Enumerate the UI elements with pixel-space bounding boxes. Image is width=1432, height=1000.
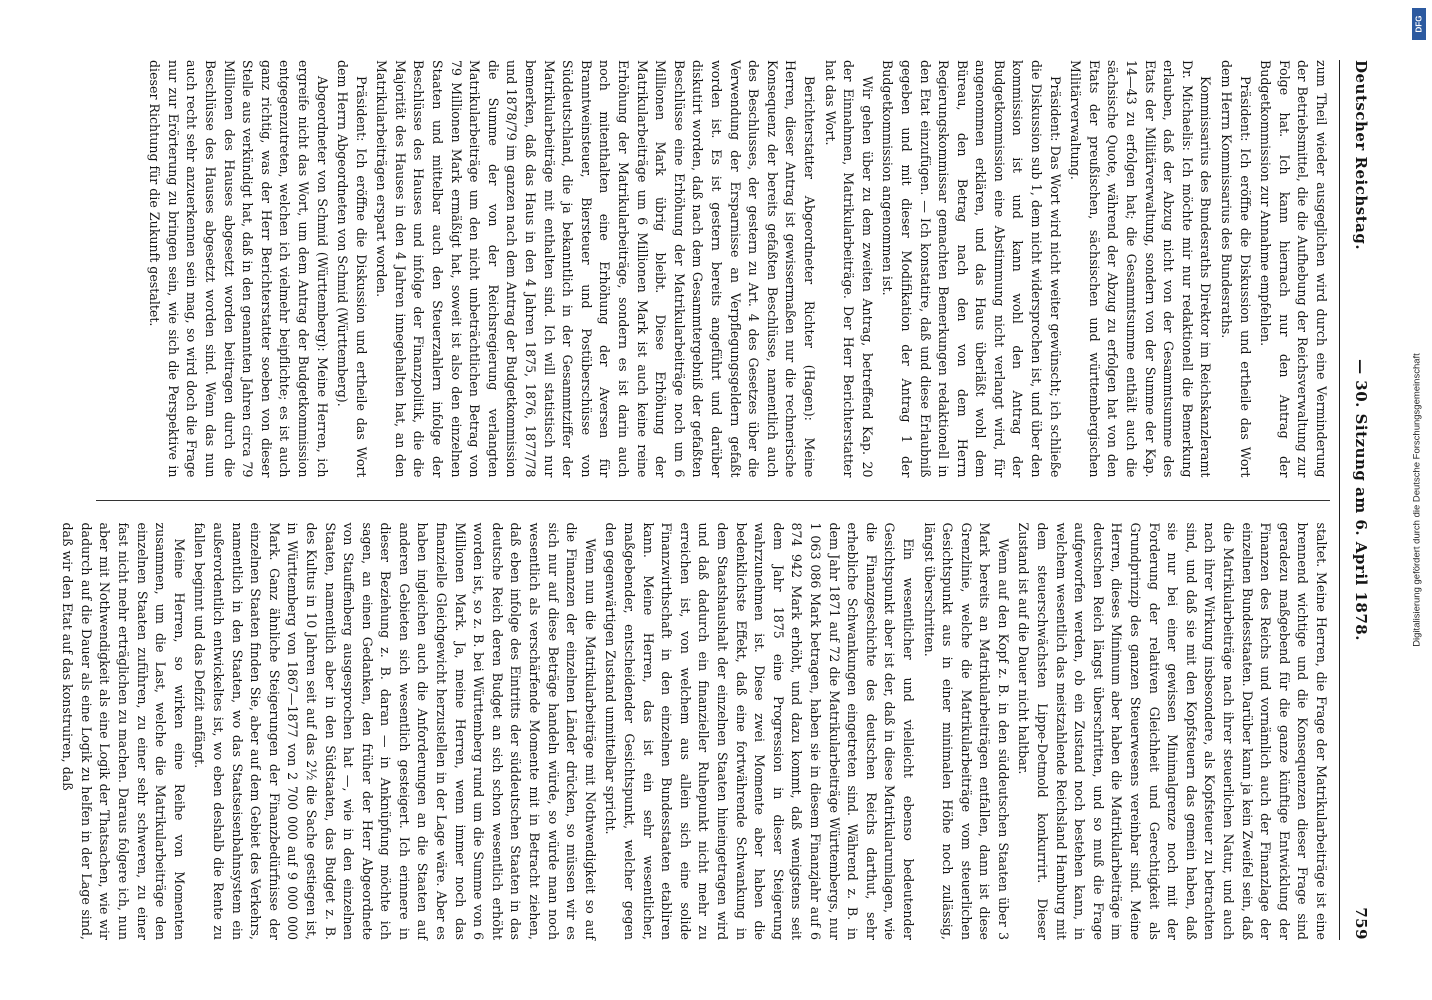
- dfg-logo-text: DFG: [1414, 15, 1424, 33]
- digitization-note: Digitalisierung gefördert durch die Deutsche Forschungsgemeinschaft: [1411, 353, 1423, 647]
- dfg-logo: [1412, 8, 1426, 40]
- paragraph: Wir gehen über zu dem zweiten Antrag, betreffend Kap. 20 der Einnahmen, Matrikularbeiträge. Der Herr Berichterstatter hat das Wort.: [822, 60, 875, 478]
- paragraph: Präsident: Ich eröffne die Diskussion und ertheile das Wort dem Herrn Kommissarius des Bundesraths.: [1219, 60, 1253, 478]
- text-columns: [60, 60, 1330, 940]
- running-head: [1346, 60, 1370, 940]
- paragraph: Berichterstatter Abgeordneter Richter (Hagen): Meine Herren, dieser Antrag ist gewissermaßen nur die rechnerische Konsequenz der bereits gefaßten Beschlüsse, namentlich auch des Beschlusses, der gestern zu Art. 4 des Gesetzes über die Verwendung der Ersparnisse an Verpflegungsgeldern gefaßt worden ist. Es ist gestern bereits angeführt und darüber diskutirt worden, daß nach dem Gesammtergebniß der gefaßten Beschlüsse eine Erhöhung der Matrikularbeiträge noch um 6 Millionen Mark übrig bleibt. Diese Erhöhung der Matrikularbeiträge um 6 Millionen Mark ist auch keine reine Erhöhung der Matrikularbeiträge, sondern es ist darin auch noch mitenthalten eine Erhöhung der Aversen für Branntweinsteuer, Biersteuer und Postüberschüsse von Süddeutschland, die ja bekanntlich in der Gesammtziffer der Matrikularbeiträge mit enthalten sind. Ich will statistisch nur bemerken, daß das Haus in den 4 Jahren 1875, 1876, 1877/78 und 1878/79 im ganzen nach dem Antrag der Budgetkommission die Summe der von der Reichsregierung verlangten Matrikularbeiträge um den nicht unbeträchtlichen Betrag von 79 Millionen Mark ermäßigt hat, soweit ist also den einzelnen Staaten und mittelbar auch den Steuerzahlern infolge der Beschlüsse des Hauses und infolge der Finanzpolitik, die die Majorität des Hauses in den 4 Jahren innegehalten hat, an den Matrikularbeiträgen erspart worden.: [374, 60, 817, 478]
- paragraph: staltet. Meine Herren, die Frage der Matrikularbeiträge ist eine brennend wichtige und die Konsequenzen dieser Frage sind geradezu maßgebend für die ganze künftige Entwicklung der Finanzen des Reichs und vornämlich auch der Finanzlage der einzelnen Bundesstaaten. Darüber kann ja kein Zweifel sein, daß die Matrikularbeiträge nach ihrer steuerlichen Natur, und auch nach ihrer Wirkung insbesondere, als Kopfsteuer zu betrachten sind, und daß sie mit den Kopfsteuern das gemein haben, daß sie nur bei einer gewissen Minimalgrenze noch mit der Forderung der relativen Gleichheit und Gerechtigkeit als Grundprinzip des ganzen Steuerwesens vereinbar sind. Meine Herren, dieses Minimum aber haben die Matrikularbeiträge im deutschen Reich längst überschritten, und so muß die Frage aufgeworfen werden, ob ein Zustand noch bestehen kann, in welchem wesentlich das meistzahlende Reichsland Hamburg mit dem steuerschwächsten Lippe-Detmold konkurrirt. Dieser Zustand ist auf die Dauer nicht haltbar.: [1016, 522, 1329, 940]
- header-rule: [1339, 60, 1340, 940]
- paragraph: Kommissarius des Bundesraths Direktor im Reichskanzleramt Dr. Michaelis: Ich möchte mir nur redaktionell die Bemerkung erlauben, daß der Abzug nicht von der Gesammtsumme des Etats der Militärverwaltung, sondern von der Summe der Kap. 14—43 zu erfolgen hat; die Gesammtsumme enthält auch die sächsische Quote, während der Abzug zu erfolgen hat von den Etats der preußischen, sächsischen und württembergischen Militärverwaltung.: [1068, 60, 1214, 478]
- column-divider: [96, 500, 1330, 501]
- session-title: — 30. Sitzung am 6. April 1878.: [1352, 359, 1370, 641]
- paragraph: Präsident: Ich eröffne die Diskussion und ertheile das Wort dem Herrn Abgeordneten von Schmid (Württemberg).: [335, 60, 369, 478]
- paragraph: Wenn auf den Kopf z. B. in den süddeutschen Staaten über 3 Mark bereits an Matrikularbeiträgen entfallen, dann ist diese Grenzlinie, welche die Matrikularbeiträge vom steuerlichen Gesichtspunkt aus in einer minimalen Höhe noch zulässig, längst überschritten.: [921, 522, 1011, 940]
- document-page: [36, 20, 1396, 980]
- digitization-credit: [1406, 14, 1428, 986]
- right-column: [60, 522, 1330, 941]
- paragraph: Wenn nun die Matrikularbeiträge mit Nothwendigkeit so auf die Finanzen der einzelnen Länder drücken, so müssen wir es sich nur auf diese Beträge handeln würde, so würde man noch wesentlich als verschärfende Momente mit in Betracht ziehen, daß eben infolge des Eintritts der süddeutschen Staaten in das deutsche Reich deren Budget an sich schon wesentlich erhöht worden ist, so z. B. bei Württemberg rund um die Summe von 6 Millionen Mark. Ja, meine Herren, wenn immer noch das finanzielle Gleichgewicht herzustellen in der Lage wäre. Aber es haben ingleichen auch die Anforderungen an die Staaten auf anderen Gebieten sich wesentlich gesteigert. Ich erinnere in dieser Beziehung z. B. daran — in Anknüpfung möchte ich sagen, an einen Gedanken, den früher der Herr Abgeordnete von Stauffenberg ausgesprochen hat —, wie in den einzelnen Staaten, namentlich aber in den Südstaaten, das Budget z. B. des Kultus in 10 Jahren seit auf das 2½ die Sache gestiegen ist, in Württemberg von 1867—1877 von 2 700 000 auf 9 000 000 Mark. Ganz ähnliche Steigerungen der Finanzbedürfnisse der einzelnen Staaten finden Sie, aber auf dem Gebiet des Verkehrs, namentlich in den Staaten, wo das Staatseisenbahnsystem ein außerordentlich entwickeltes ist, wo eben deshalb die Rente zu fallen beginnt und das Defizit anfängt.: [192, 522, 598, 940]
- page-number: 759: [1352, 907, 1370, 940]
- left-column: [96, 60, 1330, 478]
- paragraph: Meine Herren, so wirken eine Reihe von Momenten zusammen, um die Last, welche die Matrikularbeiträge den einzelnen Staaten zuführen, zu einer sehr schweren, zu einer fast nicht mehr erträglichen zu machen. Daraus folgere ich, nun aber mit Nothwendigkeit als eine Logik der Thatsachen, wie wir dadurch auf die Dauer als eine Logik zu helfen in der Lage sind, daß wir den Etat auf das konstruiren, daß: [60, 522, 187, 940]
- journal-title: Deutscher Reichstag.: [1352, 60, 1370, 251]
- paragraph: Präsident: Das Wort wird nicht weiter gewünscht; ich schließe die Diskussion sub 1, dem nicht widersprochen ist, und über den kommission ist und kann wohl den Antrag der Budgetkommission eine Abstimmung nicht verlangt wird, für angenommen erklären, und das Haus überläßt wohl dem Büreau, den Betrag nach den von dem Herrn Regierungskommissar gemachten Bemerkungen redaktionell in den Etat einzufügen. — Ich konstatire, daß und diese Erlaubniß gegeben und mit dieser Modifikation der Antrag 1 der Budgetkommission angenommen ist.: [880, 60, 1063, 478]
- paragraph: Ein wesentlicher und vielleicht ebenso bedeutender Gesichtspunkt aber ist der, daß in diese Matrikularumlagen, wie die Finanzgeschichte des deutschen Reichs darthut, sehr erhebliche Schwankungen eingetreten sind. Während z. B. in dem Jahr 1871 auf 72 die Matrikularbeiträge Württembergs, nur 1 063 086 Mark betragen, haben sie in diesem Finanzjahr auf 6 874 942 Mark erhöht, und dazu kommt, daß wenigstens seit dem Jahr 1875 eine Progression in dieser Steigerung wahrzunehmen ist. Diese zwei Momente aber haben die bedenklichste Effekt, daß eine fortwährende Schwankung in dem Staatshaushalt der einzelnen Staaten hineingetragen wird und daß dadurch ein finanzieller Ruhepunkt nicht mehr zu erreichen ist, von welchem aus allein sich eine solide Finanzwirthschaft in den einzelnen Bundesstaaten etabliren kann. Meine Herren, das ist ein sehr wesentlicher, maßgebender, entscheidender Gesichtspunkt, welcher gegen den gegenwärtigen Zustand unmittelbar spricht.: [603, 522, 916, 940]
- paragraph: Abgeordneter von Schmid (Württemberg): Meine Herren, ich ergreife nicht das Wort, um dem Antrag der Budgetkommission entgegenzutreten, welchen ich vielmehr beipflichte; es ist auch ganz richtig, was der Herr Berichterstatter soeben von dieser Stelle aus verkündigt hat, daß in den genannten Jahren circa 79 Millionen des Hauses abgesetzt worden beitragen durch die Beschlüsse des Hauses abgesetzt worden sind. Wenn das nun auch recht sehr anzuerkennen sein mag, so wird doch die Frage nur zur Erörterung zu bringen sein, wie sich die Perspektive in dieser Richtung für die Zukunft gestaltet.: [147, 60, 330, 478]
- paragraph: zum Theil wieder ausgeglichen wird durch eine Verminderung der Betriebsmittel, die die Aufhebung der Reichsverwaltung zur Folge hat. Ich kann hiernach nur den Antrag der Budgetkommission zur Annahme empfehlen.: [1258, 60, 1329, 478]
